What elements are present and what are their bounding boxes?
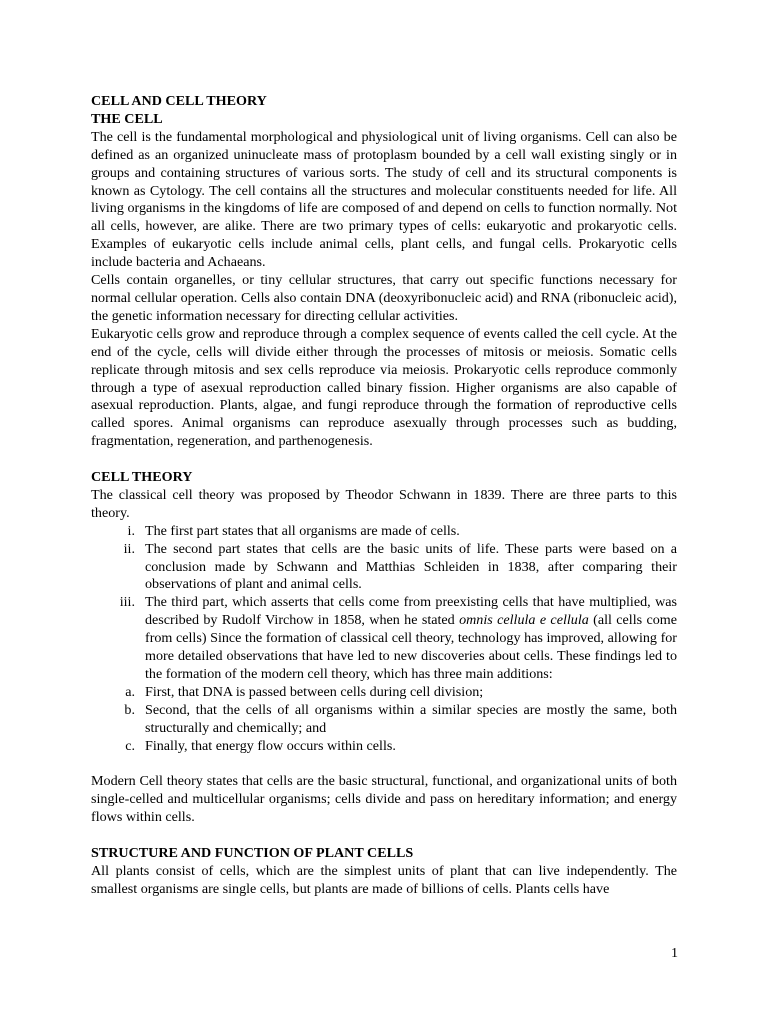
list-item bbox=[91, 541, 677, 595]
paragraph-plant-cells: All plants consist of cells, which are the simplest units of plant that can live independently. The smallest organisms are single cells, but plants are made of billions of cells. Plants cells have bbox=[91, 862, 677, 897]
list-item-text-part: The third part, which asserts that cells come from preexisting cells that have multiplied, was described by Rudolf Virchow in 1858, when he stated bbox=[145, 594, 677, 629]
list-item-text: The first part states that all organisms are made of cells. bbox=[145, 522, 460, 539]
paragraph-organelles: Cells contain organelles, or tiny cellular structures, that carry out specific functions necessary for normal cellular operation. Cells also contain DNA (deoxyribonucleic acid) and RNA (ribonucleic acid), the genetic information necessary for directing cellular activities. bbox=[91, 272, 677, 324]
paragraph-cell-cycle: Eukaryotic cells grow and reproduce through a complex sequence of events called the cell cycle. At the end of the cycle, cells will divide either through the processes of mitosis or meiosis. Somatic cells replicate through mitosis and sex cells reproduce via meiosis. Prokaryotic cells reproduce commonly through a type of asexual reproduction called binary fission. Higher organisms are also capable of asexual reproduction. Plants, algae, and fungi reproduce through the formation of reproductive cells called spores. Animal organisms can reproduce asexually through processes such as budding, fragmentation, regeneration, and parthenogenesis. bbox=[91, 325, 677, 450]
sub-list-item-text: First, that DNA is passed between cells during cell division; bbox=[145, 683, 484, 700]
section-heading-plant-cells: STRUCTURE AND FUNCTION OF PLANT CELLS bbox=[91, 845, 414, 862]
section-heading-the-cell: THE CELL bbox=[91, 110, 163, 127]
sub-list-item bbox=[91, 738, 677, 756]
document-title: CELL AND CELL THEORY bbox=[91, 93, 267, 109]
sub-list-marker: c. bbox=[125, 737, 135, 754]
sub-list-item-text: Finally, that energy flow occurs within cells. bbox=[145, 737, 396, 754]
sub-list-marker: b. bbox=[124, 701, 135, 718]
sub-list-item-text: Second, that the cells of all organisms within a similar species are mostly the same, both structurally and chemically; and bbox=[145, 701, 677, 736]
list-item-text-part: (all cells come from cells) Since the formation of classical cell theory, technology has improved, allowing for more detailed observations that have led to new discoveries about cells. These findings led to the formation of the modern cell theory, which has three main additions: bbox=[145, 612, 678, 682]
list-item bbox=[91, 594, 677, 684]
paragraph-cell-theory-intro: The classical cell theory was proposed by Theodor Schwann in 1839. There are three parts to this theory. bbox=[91, 486, 677, 521]
list-marker: iii. bbox=[119, 594, 135, 611]
sub-list-marker: a. bbox=[125, 683, 135, 700]
spacer bbox=[91, 756, 677, 774]
spacer bbox=[91, 827, 677, 845]
paragraph-cell-definition: The cell is the fundamental morphological and physiological unit of living organisms. Cell can also be defined as an organized uninucleate mass of protoplasm bounded by a cell wall existing singly or in groups and containing structures of various sorts. The study of cell and its structural components is known as Cytology. The cell contains all the structures and molecular constituents needed for life. All living organisms in the kingdoms of life are composed of and depend on cells to function normally. Not all cells, however, are alike. There are two primary types of cells: eukaryotic and prokaryotic cells. Examples of eukaryotic cells include animal cells, plant cells, and fungal cells. Prokaryotic cells include bacteria and Achaeans. bbox=[91, 128, 677, 271]
list-item-text bbox=[135, 594, 677, 684]
list-marker: ii. bbox=[123, 540, 135, 557]
list-item bbox=[91, 523, 677, 541]
list-item-text: The second part states that cells are the basic units of life. These parts were based on a conclusion made by Schwann and Matthias Schleiden in 1838, after comparing their observations of plant and animal cells. bbox=[145, 540, 677, 593]
spacer bbox=[91, 451, 677, 469]
sub-list-item bbox=[91, 684, 677, 702]
list-marker: i. bbox=[127, 522, 135, 539]
page-number: 1 bbox=[670, 945, 678, 961]
sub-list-item bbox=[91, 702, 677, 738]
paragraph-modern-cell-theory: Modern Cell theory states that cells are the basic structural, functional, and organizational units of both single-celled and multicellular organisms; cells divide and pass on hereditary information; and energy flows within cells. bbox=[91, 773, 677, 826]
section-heading-cell-theory: CELL THEORY bbox=[91, 469, 193, 486]
latin-phrase: omnis cellula e cellula bbox=[459, 612, 589, 629]
document-page bbox=[91, 93, 677, 899]
